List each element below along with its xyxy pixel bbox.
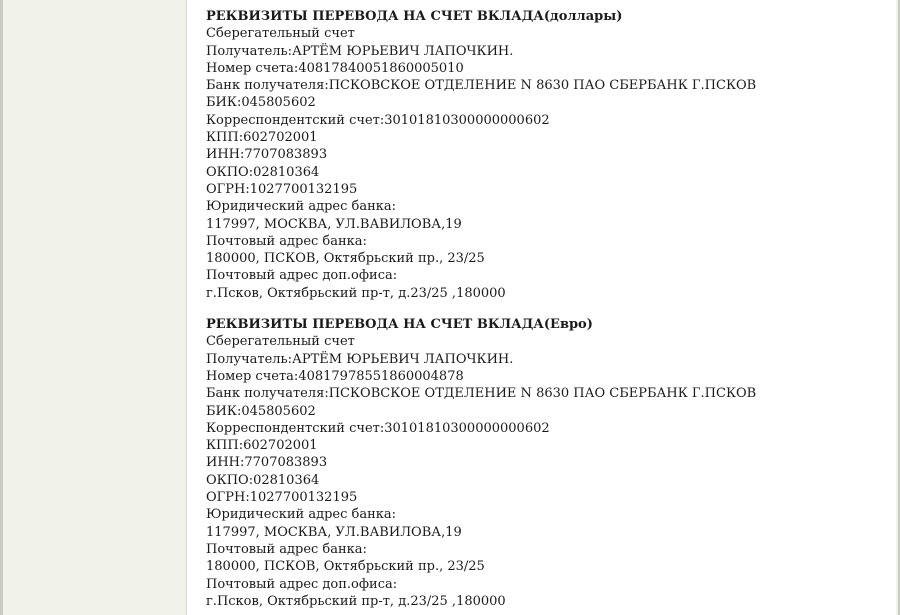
usd-details-section	[206, 8, 896, 302]
postal-address-label: Почтовый адрес банка:	[206, 233, 367, 249]
okpo: ОКПО:02810364	[206, 164, 320, 180]
correspondent-account: Корреспондентский счет:30101810300000000602	[206, 112, 550, 128]
postal-address: 180000, ПСКОВ, Октябрьский пр., 23/25	[206, 251, 485, 267]
section-heading: РЕКВИЗИТЫ ПЕРЕВОДА НА СЧЕТ ВКЛАДА(доллары)	[206, 9, 623, 24]
correspondent-account: Корреспондентский счет:30101810300000000602	[206, 420, 550, 436]
section-heading: РЕКВИЗИТЫ ПЕРЕВОДА НА СЧЕТ ВКЛАДА(Евро)	[206, 317, 593, 333]
legal-address-label: Юридический адрес банка:	[206, 199, 397, 215]
legal-address: 117997, МОСКВА, УЛ.ВАВИЛОВА,19	[206, 216, 462, 232]
inn: ИНН:7707083893	[206, 455, 328, 471]
office-address-label: Почтовый адрес доп.офиса:	[206, 576, 398, 592]
account-number: Номер счета:40817840051860005010	[206, 60, 464, 76]
legal-address: 117997, МОСКВА, УЛ.ВАВИЛОВА,19	[206, 524, 462, 540]
postal-address: 180000, ПСКОВ, Октябрьский пр., 23/25	[206, 559, 485, 575]
office-address-label: Почтовый адрес доп.офиса:	[206, 268, 398, 284]
account-type: Сберегательный счет	[206, 334, 355, 350]
recipient: Получатель:АРТЁМ ЮРЬЕВИЧ ЛАПОЧКИН.	[206, 43, 514, 59]
left-frame-border	[0, 0, 3, 615]
kpp: КПП:602702001	[206, 130, 318, 146]
okpo: ОКПО:02810364	[206, 472, 320, 488]
office-address: г.Псков, Октябрьский пр-т, д.23/25 ,180000	[206, 285, 506, 301]
inn: ИНН:7707083893	[206, 147, 328, 163]
kpp: КПП:602702001	[206, 438, 318, 454]
recipient-bank: Банк получателя:ПСКОВСКОЕ ОТДЕЛЕНИЕ N 8630 ПАО СБЕРБАНК Г.ПСКОВ	[206, 386, 757, 402]
bik: БИК:045805602	[206, 403, 316, 419]
ogrn: ОГРН:1027700132195	[206, 181, 358, 197]
recipient-bank: Банк получателя:ПСКОВСКОЕ ОТДЕЛЕНИЕ N 8630 ПАО СБЕРБАНК Г.ПСКОВ	[206, 78, 757, 94]
eur-details-section	[206, 316, 896, 610]
office-address: г.Псков, Октябрьский пр-т, д.23/25 ,180000	[206, 593, 506, 609]
account-type: Сберегательный счет	[206, 26, 355, 42]
bik: БИК:045805602	[206, 95, 316, 111]
content-panel	[186, 0, 896, 615]
account-number: Номер счета:40817978551860004878	[206, 368, 464, 384]
legal-address-label: Юридический адрес банка:	[206, 507, 397, 523]
ogrn: ОГРН:1027700132195	[206, 490, 358, 506]
recipient: Получатель:АРТЁМ ЮРЬЕВИЧ ЛАПОЧКИН.	[206, 351, 514, 367]
postal-address-label: Почтовый адрес банка:	[206, 541, 367, 557]
